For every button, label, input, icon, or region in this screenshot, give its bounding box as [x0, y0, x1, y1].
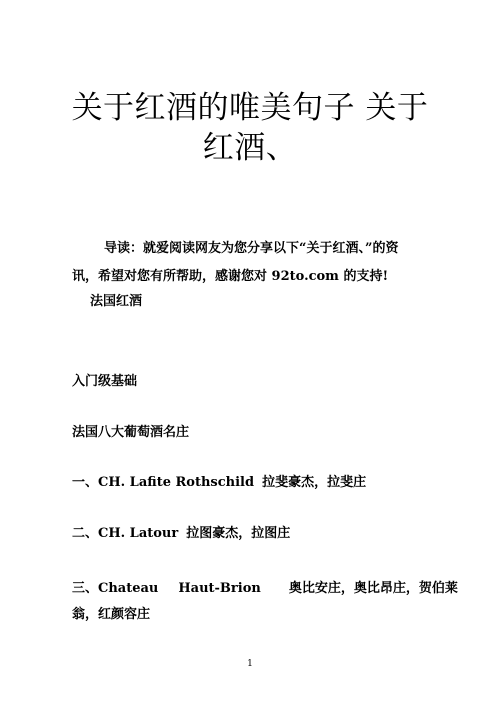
intro-line-3: 法国红酒 — [90, 294, 143, 309]
list-item-latour-prefix: 二、CH. Latour — [72, 526, 179, 541]
list-item-latour — [72, 519, 432, 549]
list-item-lafite-names: 拉斐豪杰，拉斐庄 — [262, 475, 367, 490]
list-item-haut-brion-line-2: 翁，红颜容庄 — [72, 607, 151, 622]
list-item-haut-brion-prefix-b: Haut-Brion — [178, 581, 261, 596]
document-title-line-1: 关于红酒的唯美句子 关于 — [71, 90, 429, 126]
list-item-haut-brion-prefix-a: 三、Chateau — [72, 581, 159, 596]
list-item-latour-names: 拉图豪杰，拉图庄 — [186, 526, 291, 541]
page-number: 1 — [247, 659, 253, 669]
intro-line-2: 讯，希望对您有所帮助，感谢您对 92to.com 的支持! — [72, 269, 389, 284]
list-item-lafite-prefix: 一、CH. Lafite Rothschild — [72, 475, 255, 490]
document-title-line-2: 红酒、 — [202, 130, 298, 166]
section-heading-eight-chateaux: 法国八大葡萄酒名庄 — [72, 425, 190, 440]
list-item-haut-brion-names-a: 奥比安庄，奥比昂庄，贺伯莱 — [288, 581, 458, 596]
list-item-lafite — [72, 468, 432, 498]
intro-line-1: 导读：就爱阅读网友为您分享以下“关于红酒、”的资 — [104, 241, 399, 256]
section-heading-basics: 入门级基础 — [72, 374, 138, 389]
